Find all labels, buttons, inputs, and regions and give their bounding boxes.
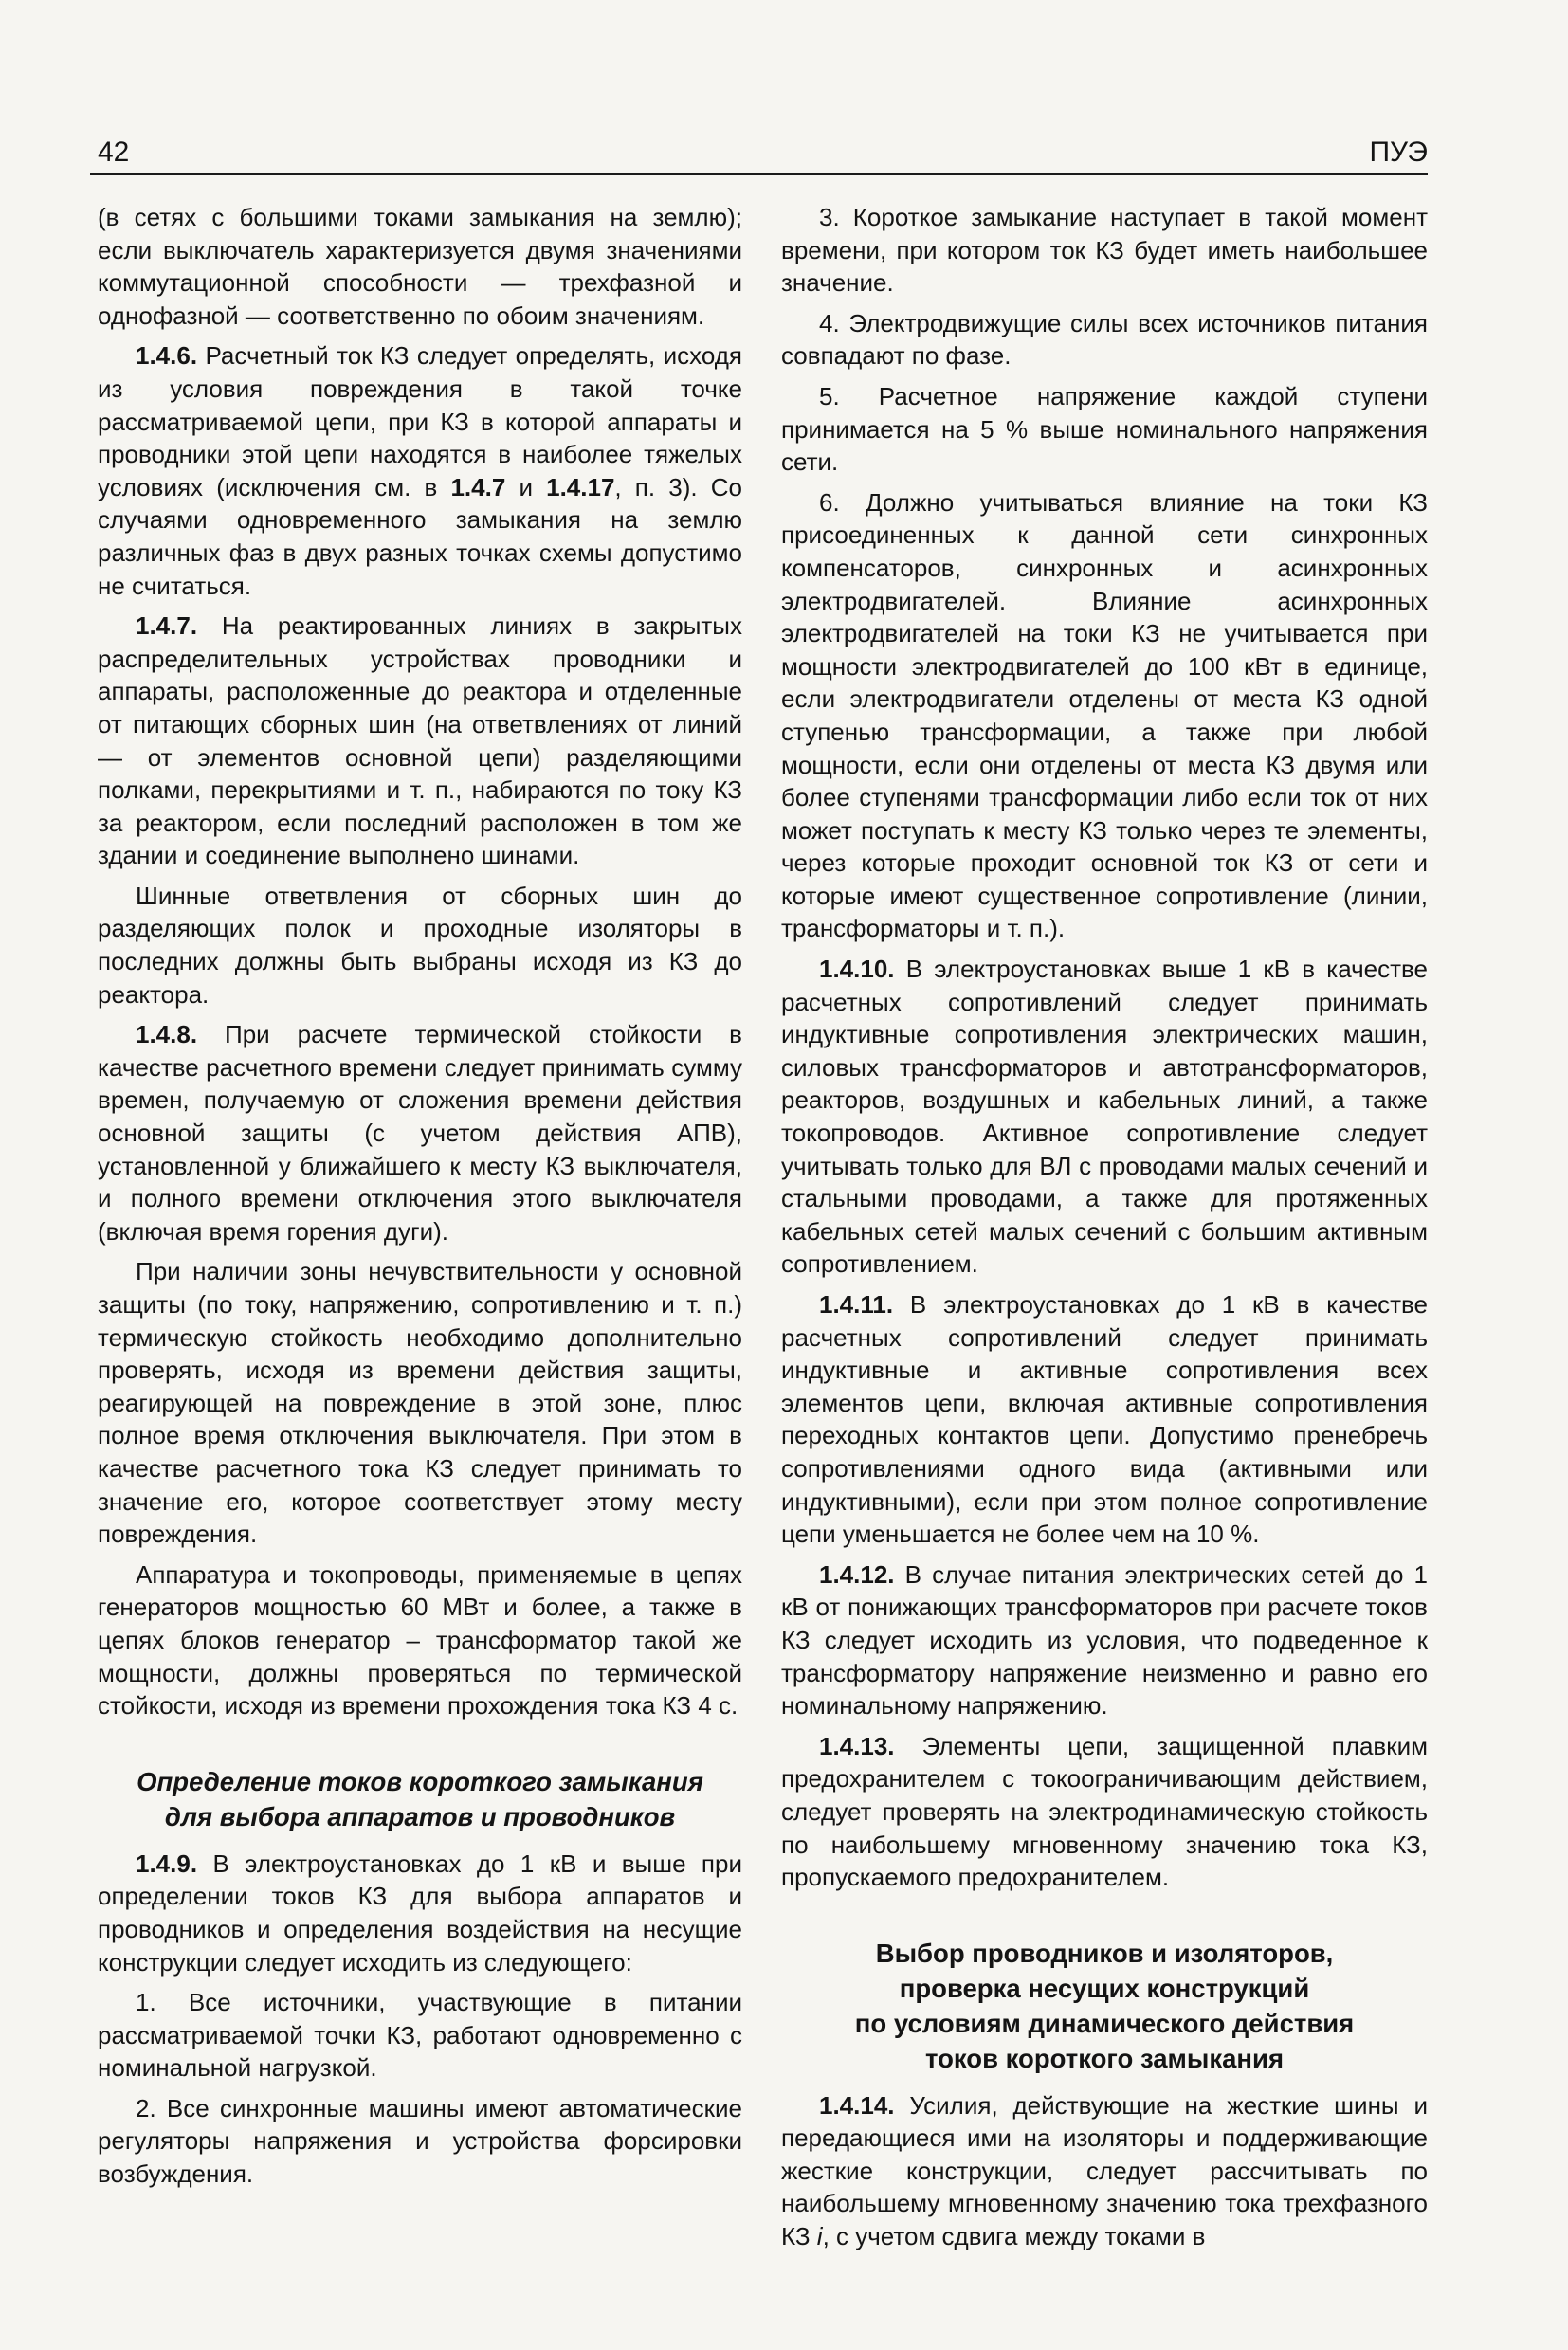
clause-ref: 1.4.7 bbox=[450, 472, 506, 501]
clause-number: 1.4.10. bbox=[819, 955, 895, 984]
clause-ref: 1.4.17 bbox=[546, 472, 615, 501]
running-title: ПУЭ bbox=[1369, 137, 1428, 168]
clause-1-4-14: 1.4.14. Усилия, действующие на жесткие шины и передающиеся ими на изоляторы и поддерживающие жесткие конструкции, следует рассчитывать по наибольшему мгновенному значению тока трехфазного КЗ i, с учетом сдвига между токами в bbox=[781, 2090, 1428, 2251]
clause-number: 1.4.14. bbox=[819, 2090, 895, 2120]
clause-1-4-6: 1.4.6. Расчетный ток КЗ следует определять, исходя из условия повреждения в такой точке рассматриваемой цепи, при КЗ в которой аппараты и проводники этой цепи находятся в наиболее тяжелых условиях (исключения см. в 1.4.7 и 1.4.17, п. 3). Со случаями одновременного замыкания на землю различных фаз в двух разных точках схемы допустимо не считаться. bbox=[98, 341, 742, 600]
clause-1-4-11: 1.4.11. В электроустановках до 1 кВ в качестве расчетных сопротивлений следует принимать индуктивные и активные сопротивления всех элементов цепи, включая активные сопротивления переходных контактов цепи. Допустимо пренебречь сопротивлениями одного вида (активными или индуктивными), если при этом полное сопротивление цепи уменьшается не более чем на 10 %. bbox=[781, 1290, 1428, 1549]
paragraph: При наличии зоны нечувствительности у основной защиты (по току, напряжению, сопротивлению и т. п.) термическую стойкость необходимо дополнительно проверять, исходя из времени действия защиты, реагирующей на повреждение в этой зоне, плюс полное время отключения выключателя. При этом в качестве расчетного тока КЗ следует принимать то значение его, которое соответствует этому месту повреждения. bbox=[98, 1257, 742, 1549]
list-item: 3. Короткое замыкание наступает в такой момент времени, при котором ток КЗ будет иметь наибольшее значение. bbox=[781, 203, 1428, 298]
clause-1-4-10: 1.4.10. В электроустановках выше 1 кВ в качестве расчетных сопротивлений следует принимать индуктивные сопротивления электрических машин, силовых трансформаторов и автотрансформаторов, реакторов, воздушных и кабельных линий, а также токопроводов. Активное сопротивление следует учитывать только для ВЛ с проводами малых сечений и стальными проводами, а также для протяженных кабельных сетей малых сечений с большим активным сопротивлением. bbox=[781, 955, 1428, 1279]
clause-number: 1.4.9. bbox=[136, 1849, 198, 1878]
clause-number: 1.4.8. bbox=[136, 1020, 198, 1049]
paragraph: Аппаратура и токопроводы, применяемые в цепях генераторов мощностью 60 МВт и более, а также в цепях блоков генератор – трансформатор такой же мощности, должны проверяться по термической стойкости, исходя из времени прохождения тока КЗ 4 с. bbox=[98, 1559, 742, 1721]
list-item: 2. Все синхронные машины имеют автоматические регуляторы напряжения и устройства форсировки возбуждения. bbox=[98, 2093, 742, 2189]
clause-1-4-8: 1.4.8. При расчете термической стойкости в качестве расчетного времени следует принимать сумму времен, получаемую от сложения времени действия основной защиты (с учетом действия АПВ), установленной у ближайшего к месту КЗ выключателя, и полного времени отключения этого выключателя (включая время горения дуги). bbox=[98, 1020, 742, 1246]
list-item: 1. Все источники, участвующие в питании рассматриваемой точки КЗ, работают одновременно с номинальной нагрузкой. bbox=[98, 1988, 742, 2083]
left-column bbox=[98, 201, 742, 2198]
current-variable: i bbox=[816, 2222, 823, 2251]
section-heading: Выбор проводников и изоляторов, проверка несущих конструкций по условиям динамического действия токов короткого замыкания bbox=[854, 1938, 1355, 2073]
page-number: 42 bbox=[98, 137, 130, 168]
paragraph: Шинные ответвления от сборных шин до разделяющих полок и проходные изоляторы в последних должны быть выбраны исходя из КЗ до реактора. bbox=[98, 881, 742, 1009]
clause-number: 1.4.11. bbox=[819, 1290, 894, 1319]
clause-number: 1.4.6. bbox=[136, 341, 198, 371]
list-item: 6. Должно учитываться влияние на токи КЗ присоединенных к данной сети синхронных компенсаторов, синхронных и асинхронных электродвигателей. Влияние асинхронных электродвигателей на токи КЗ не учитывается при мощности электродвигателей до 100 кВт в единице, если электродвигатели отделены от места КЗ одной ступенью трансформации, а также при любой мощности, если они отделены от места КЗ двумя или более ступенями трансформации либо если ток от них может поступать к месту КЗ только через те элементы, через которые проходит основной ток КЗ от сети и которые имеют существенное сопротивление (линии, трансформаторы и т. п.). bbox=[781, 487, 1428, 943]
clause-1-4-13: 1.4.13. Элементы цепи, защищенной плавким предохранителем с токоограничивающим действием, следует проверять на электродинамическую стойкость по наибольшему мгновенному значению тока КЗ, пропускаемого предохранителем. bbox=[781, 1731, 1428, 1892]
clause-1-4-9: 1.4.9. В электроустановках до 1 кВ и выше при определении токов КЗ для выбора аппаратов и проводников и определения воздействия на несущие конструкции следует исходить из следующего: bbox=[98, 1849, 742, 1977]
section-heading: Определение токов короткого замыкания для выбора аппаратов и проводников bbox=[137, 1766, 703, 1831]
paragraph: (в сетях с большими токами замыкания на землю); если выключатель характеризуется двумя значениями коммутационной способности — трехфазной и однофазной — соответственно по обоим значениям. bbox=[98, 203, 742, 330]
clause-number: 1.4.13. bbox=[819, 1731, 895, 1760]
list-item: 4. Электродвижущие силы всех источников питания совпадают по фазе. bbox=[781, 308, 1428, 371]
clause-number: 1.4.7. bbox=[136, 611, 198, 641]
right-column bbox=[781, 201, 1428, 2261]
clause-1-4-7: 1.4.7. На реактированных линиях в закрытых распределительных устройствах проводники и аппараты, расположенные до реактора и отделенные от питающих сборных шин (на ответвлениях от линий — от элементов основной цепи) разделяющими полками, перекрытиями и т. п., набираются по току КЗ за реактором, если последний расположен в том же здании и соединение выполнено шинами. bbox=[98, 611, 742, 870]
list-item: 5. Расчетное напряжение каждой ступени принимается на 5 % выше номинального напряжения сети. bbox=[781, 381, 1428, 477]
clause-1-4-12: 1.4.12. В случае питания электрических сетей до 1 кВ от понижающих трансформаторов при расчете токов КЗ следует исходить из условия, что подведенное к трансформатору напряжение неизменно и равно его номинальному напряжению. bbox=[781, 1559, 1428, 1721]
running-head bbox=[90, 131, 1428, 175]
clause-number: 1.4.12. bbox=[819, 1559, 895, 1589]
